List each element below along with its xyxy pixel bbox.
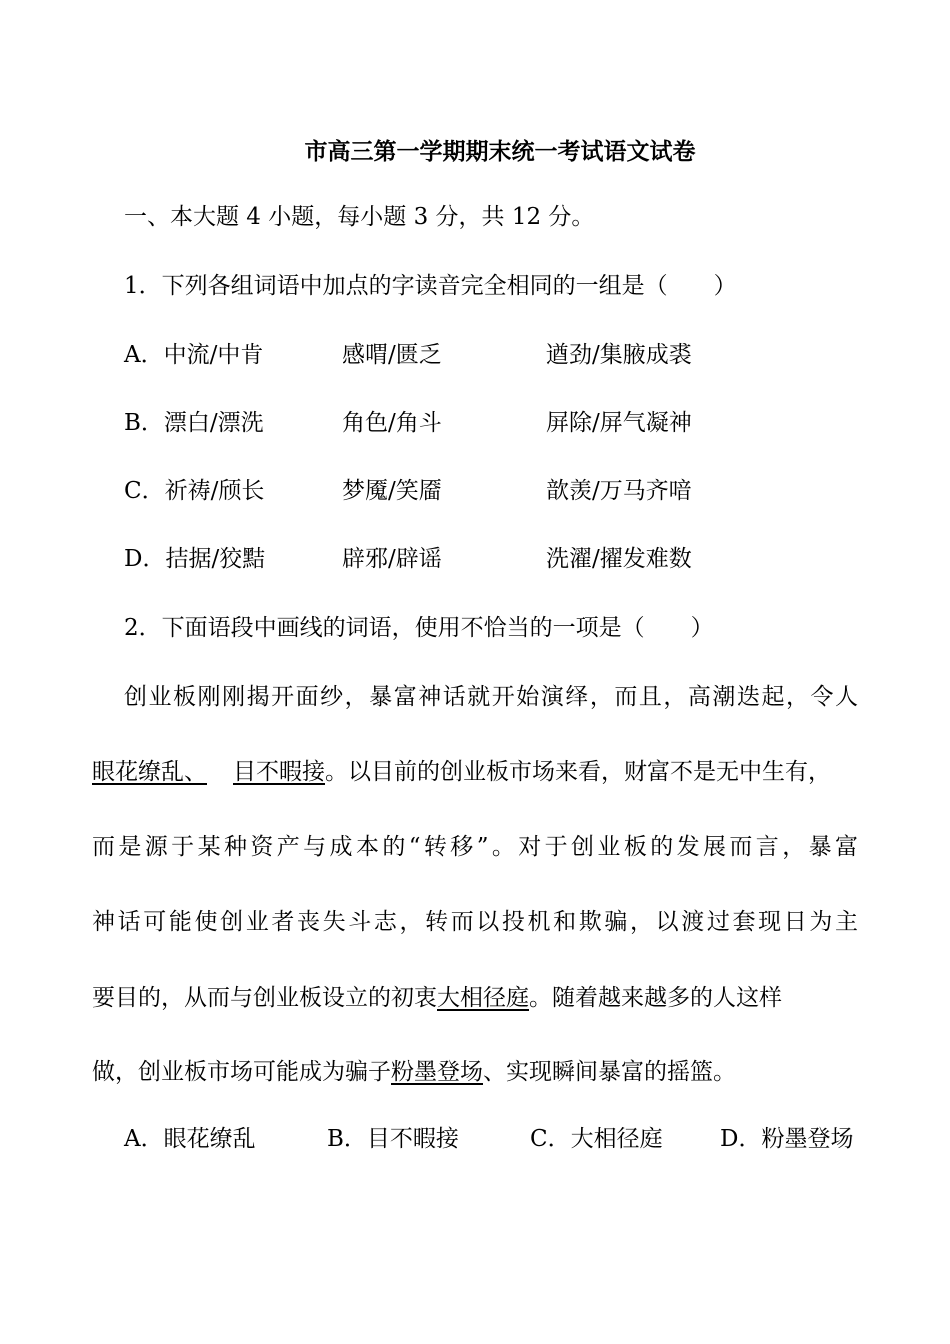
question-1-stem: 1．下列各组词语中加点的字读音完全相同的一组是（ ） [124, 273, 737, 299]
answer-option-d: D．粉墨登场 [720, 1126, 854, 1152]
question-1-option-a [124, 340, 904, 370]
option-a-group-1: A．中流/中肯 [124, 342, 264, 368]
passage-line-6-start: 做，创业板市场可能成为骗子 [92, 1059, 391, 1085]
passage-line-4: 神话可能使创业者丧失斗志，转而以投机和欺骗，以渡过套现日为主 [92, 909, 858, 935]
option-a-group-2: 感喟/匮乏 [342, 342, 442, 368]
exam-title: 市高三第一学期期末统一考试语文试卷 [304, 138, 696, 165]
option-b-group-2: 角色/角斗 [342, 410, 442, 436]
option-b-group-1: B．漂白/漂洗 [124, 410, 264, 436]
question-1-option-c [124, 476, 904, 506]
question-1-option-d [124, 544, 904, 574]
answer-option-a: A．眼花缭乱 [124, 1126, 256, 1152]
underlined-term-2: 目不暇接 [233, 759, 325, 785]
option-c-group-2: 梦魇/笑靥 [342, 478, 442, 504]
passage-line-5 [92, 983, 782, 1013]
underlined-term-4: 粉墨登场 [391, 1059, 483, 1085]
question-2-stem: 2．下面语段中画线的词语，使用不恰当的一项是（ ） [124, 615, 714, 641]
option-b-group-3: 屏除/屏气凝神 [546, 410, 692, 436]
passage-line-6 [92, 1057, 736, 1087]
option-d-group-2: 辟邪/辟谣 [342, 546, 442, 572]
passage-line-5-end: 。随着越来越多的人这样 [529, 985, 782, 1011]
option-c-group-1: C．祈祷/颀长 [124, 478, 265, 504]
option-d-group-1: D．拮据/狡黠 [124, 546, 266, 572]
passage-line-2 [92, 757, 831, 787]
passage-line-5-start: 要目的，从而与创业板设立的初衷 [92, 985, 437, 1011]
passage-line-1: 创业板刚刚揭开面纱，暴富神话就开始演绎，而且，高潮迭起，令人 [124, 684, 858, 710]
question-1-option-b [124, 408, 904, 438]
underlined-term-3: 大相径庭 [437, 985, 529, 1011]
passage-line-6-end: 、实现瞬间暴富的摇篮。 [483, 1059, 736, 1085]
answer-option-b: B．目不暇接 [327, 1126, 459, 1152]
option-a-group-3: 遒劲/集腋成裘 [546, 342, 692, 368]
section-heading: 一、本大题 4 小题，每小题 3 分，共 12 分。 [124, 204, 595, 230]
option-c-group-3: 歆羡/万马齐喑 [546, 478, 692, 504]
question-2-options [124, 1124, 864, 1154]
passage-line-2-rest: 。以目前的创业板市场来看，财富不是无中生有， [325, 759, 831, 785]
answer-option-c: C．大相径庭 [530, 1126, 663, 1152]
passage-line-3: 而是源于某种资产与成本的“转移”。对于创业板的发展而言，暴富 [92, 834, 858, 860]
option-d-group-3: 洗濯/擢发难数 [546, 546, 692, 572]
underlined-term-1: 眼花缭乱、 [92, 759, 207, 785]
